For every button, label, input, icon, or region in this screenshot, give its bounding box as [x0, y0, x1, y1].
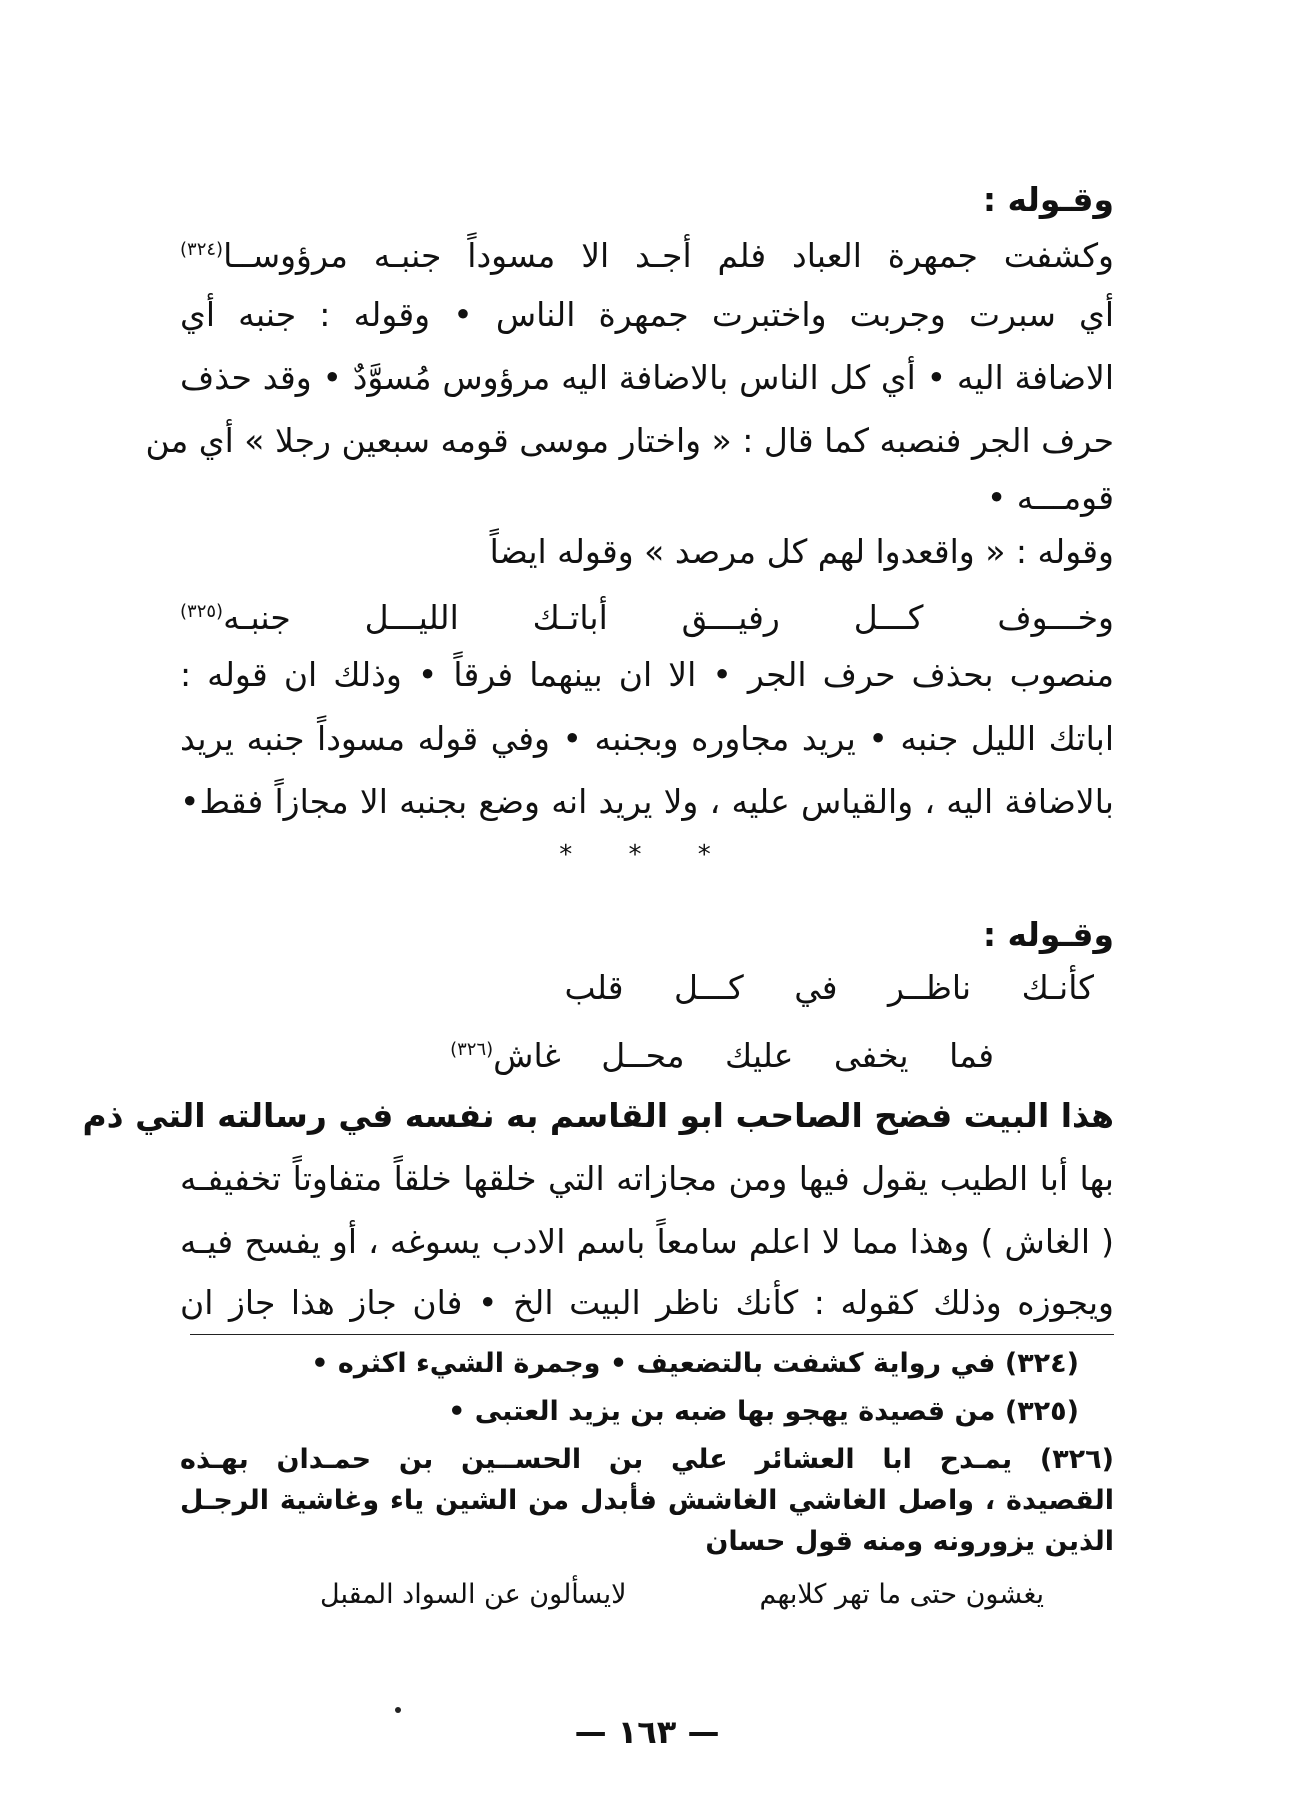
footnote-ref-324: (٣٢٤) [180, 239, 224, 260]
body-text-line: بالاضافة اليه ، والقياس عليه ، ولا يريد انه وضع بجنبه الا مجازاً فقط• [180, 782, 1114, 821]
footnote-324: (٣٢٤) في رواية كشفت بالتضعيف • وجمرة الشيء اكثره • [311, 1348, 1079, 1379]
footnote-326-line: الذين يزورونه ومنه قول حسان [705, 1526, 1114, 1557]
footnote-verse-a: يغشون حتى ما تهر كلابهم [759, 1579, 1044, 1610]
footnote-ref-326: (٣٢٦) [450, 1039, 494, 1060]
body-text-line: قومـــه • [986, 478, 1114, 517]
verse-line-324: وكشفت جمهرة العباد فلم أجـد الا مسوداً جنبـه مرؤوســا$^{(٣٢٤)}$ [180, 236, 1114, 275]
footnote-326-line: القصيدة ، واصل الغاشي الغاشش فأبدل من الشين ياء وغاشية الرجـل [180, 1485, 1114, 1516]
page-number: — ١٦٣ — [574, 1713, 720, 1751]
section-heading-2: وقـوله : [982, 915, 1114, 954]
footnote-separator [190, 1334, 1114, 1335]
body-text-line: وقوله : « واقعدوا لهم كل مرصد » وقوله ايضاً [489, 532, 1114, 571]
footnote-ref-325: (٣٢٥) [180, 601, 224, 622]
footnote-verse-b: لايسألون عن السواد المقبل [320, 1579, 627, 1610]
footnote-325: (٣٢٥) من قصيدة يهجو بها ضبه بن يزيد العتبى • [448, 1396, 1079, 1427]
verse-line-326-b: فما يخفى عليك محــل غاش$^{(٣٢٦)}$ [450, 1036, 994, 1075]
body-text-line: هذا البيت فضح الصاحب ابو القاسم به نفسه في رسالته التي ذم [82, 1096, 1114, 1135]
section-divider-stars: * * * [559, 840, 735, 870]
footnote-326-line: (٣٢٦) يمـدح ابا العشائر علي بن الحســين بن حمـدان بهـذه [180, 1444, 1114, 1475]
body-text-line: ( الغاش ) وهذا مما لا اعلم سامعاً باسم الادب يسوغه ، أو يفسح فيـه [180, 1222, 1114, 1261]
verse-line-325: وخـــوف كـــل رفيـــق أباتـك الليـــل جنبـه$^{(٣٢٥)}$ [180, 598, 1114, 637]
body-text-line: الاضافة اليه • أي كل الناس بالاضافة اليه مرؤوس مُسوَّدٌ • وقد حذف [180, 358, 1114, 397]
body-text-line: حرف الجر فنصبه كما قال : « واختار موسى قومه سبعين رجلا » أي من [145, 421, 1114, 460]
body-text-line: ويجوزه وذلك كقوله : كأنك ناظر البيت الخ • فان جاز هذا جاز ان [180, 1283, 1114, 1322]
body-text-line: بها أبا الطيب يقول فيها ومن مجازاته التي خلقها خلقاً متفاوتاً تخفيفـه [180, 1159, 1114, 1198]
body-text-line: منصوب بحذف حرف الجر • الا ان بينهما فرقاً • وذلك ان قوله : [180, 655, 1114, 694]
ink-dot [395, 1707, 401, 1713]
body-text-line: اباتك الليل جنبه • يريد مجاوره وبجنبه • وفي قوله مسوداً جنبه يريد [180, 719, 1114, 758]
body-text-line: أي سبرت وجربت واختبرت جمهرة الناس • وقوله : جنبه أي [180, 295, 1114, 334]
section-heading-1: وقـوله : [982, 180, 1114, 219]
verse-line-326-a: كأنـك ناظــر في كـــل قلب [564, 968, 1094, 1007]
